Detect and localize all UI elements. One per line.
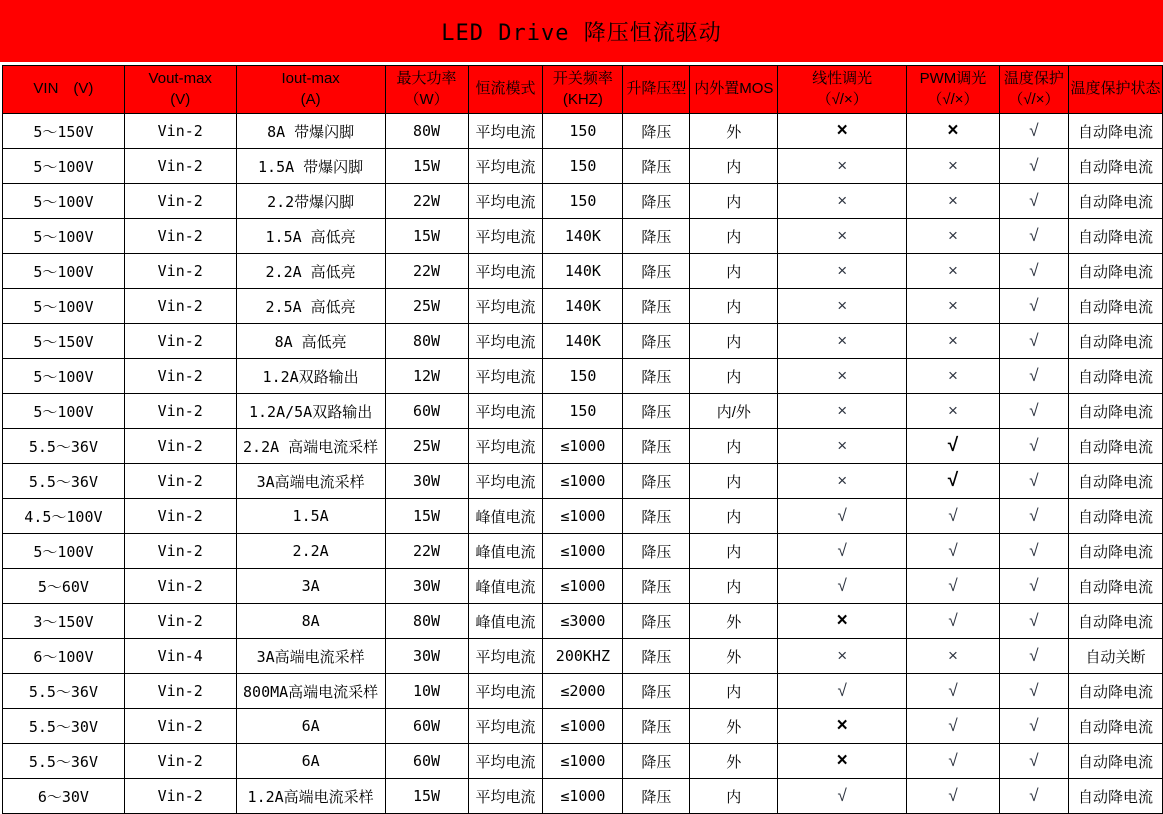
table-cell: 峰值电流 bbox=[468, 534, 543, 569]
table-cell: √ bbox=[999, 429, 1068, 464]
table-cell: ≤1000 bbox=[543, 709, 623, 744]
table-cell: Vin-2 bbox=[124, 674, 236, 709]
table-cell: 1.2A双路输出 bbox=[236, 359, 385, 394]
table-cell: √ bbox=[999, 114, 1068, 149]
table-cell: 15W bbox=[385, 779, 468, 814]
table-cell: Vin-2 bbox=[124, 289, 236, 324]
column-header-line: (A) bbox=[300, 90, 321, 108]
table-cell: 2.2A 高低亮 bbox=[236, 254, 385, 289]
table-cell: 自动降电流 bbox=[1068, 149, 1162, 184]
table-cell: √ bbox=[999, 639, 1068, 674]
table-cell: 5～100V bbox=[3, 394, 125, 429]
column-header-9 bbox=[907, 66, 1000, 114]
column-header-line: (KHZ) bbox=[562, 90, 603, 108]
table-cell: 60W bbox=[385, 394, 468, 429]
table-cell: × bbox=[778, 709, 907, 744]
table-cell: 自动降电流 bbox=[1068, 674, 1162, 709]
table-cell: × bbox=[778, 219, 907, 254]
table-header bbox=[3, 66, 1163, 114]
table-cell: 800MA高端电流采样 bbox=[236, 674, 385, 709]
table-cell: ≤1000 bbox=[543, 499, 623, 534]
table-cell: 自动降电流 bbox=[1068, 499, 1162, 534]
table-cell: 平均电流 bbox=[468, 779, 543, 814]
column-header-line: （√/×） bbox=[816, 90, 868, 108]
table-cell: 降压 bbox=[623, 569, 690, 604]
table-cell: × bbox=[907, 219, 1000, 254]
table-cell: 自动降电流 bbox=[1068, 534, 1162, 569]
table-cell: √ bbox=[907, 534, 1000, 569]
table-cell: 30W bbox=[385, 569, 468, 604]
column-header-line: 升降压型 bbox=[626, 80, 687, 98]
table-row bbox=[3, 114, 1163, 149]
table-cell: 3A高端电流采样 bbox=[236, 639, 385, 674]
table-cell: Vin-2 bbox=[124, 429, 236, 464]
table-row bbox=[3, 499, 1163, 534]
table-cell: 自动降电流 bbox=[1068, 709, 1162, 744]
table-cell: 内 bbox=[690, 779, 778, 814]
table-cell: 降压 bbox=[623, 464, 690, 499]
table-cell: 降压 bbox=[623, 639, 690, 674]
table-cell: 2.2A 高端电流采样 bbox=[236, 429, 385, 464]
table-cell: √ bbox=[999, 464, 1068, 499]
table-cell: 22W bbox=[385, 534, 468, 569]
table-cell: √ bbox=[907, 674, 1000, 709]
column-header-line: Iout-max bbox=[281, 70, 340, 88]
table-cell: √ bbox=[778, 569, 907, 604]
table-cell: 平均电流 bbox=[468, 289, 543, 324]
table-cell: 自动降电流 bbox=[1068, 184, 1162, 219]
table-cell: 15W bbox=[385, 219, 468, 254]
table-cell: 1.5A 高低亮 bbox=[236, 219, 385, 254]
table-cell: 内 bbox=[690, 429, 778, 464]
table-cell: 自动降电流 bbox=[1068, 289, 1162, 324]
table-cell: √ bbox=[907, 429, 1000, 464]
column-header-8 bbox=[778, 66, 907, 114]
table-cell: ≤1000 bbox=[543, 429, 623, 464]
column-header-line: 开关频率 bbox=[552, 70, 613, 88]
table-cell: 峰值电流 bbox=[468, 569, 543, 604]
table-cell: 平均电流 bbox=[468, 359, 543, 394]
table-cell: 平均电流 bbox=[468, 219, 543, 254]
table-cell: 降压 bbox=[623, 219, 690, 254]
table-cell: 5～100V bbox=[3, 254, 125, 289]
table-cell: 内/外 bbox=[690, 394, 778, 429]
page-title-band bbox=[0, 0, 1163, 62]
table-cell: 5.5～36V bbox=[3, 674, 125, 709]
table-cell: 自动降电流 bbox=[1068, 464, 1162, 499]
table-cell: 降压 bbox=[623, 674, 690, 709]
table-cell: 峰值电流 bbox=[468, 499, 543, 534]
table-cell: × bbox=[907, 254, 1000, 289]
table-cell: 2.2带爆闪脚 bbox=[236, 184, 385, 219]
table-cell: 内 bbox=[690, 219, 778, 254]
column-header-5 bbox=[543, 66, 623, 114]
table-cell: 平均电流 bbox=[468, 184, 543, 219]
table-row bbox=[3, 149, 1163, 184]
table-cell: 60W bbox=[385, 744, 468, 779]
table-cell: 1.2A高端电流采样 bbox=[236, 779, 385, 814]
table-cell: 平均电流 bbox=[468, 674, 543, 709]
table-cell: × bbox=[778, 604, 907, 639]
table-cell: × bbox=[778, 149, 907, 184]
table-cell: × bbox=[778, 324, 907, 359]
table-cell: 3A bbox=[236, 569, 385, 604]
table-cell: 平均电流 bbox=[468, 254, 543, 289]
table-cell: 外 bbox=[690, 604, 778, 639]
column-header-7 bbox=[690, 66, 778, 114]
table-cell: 80W bbox=[385, 114, 468, 149]
table-cell: 内 bbox=[690, 324, 778, 359]
table-cell: 平均电流 bbox=[468, 464, 543, 499]
table-cell: 平均电流 bbox=[468, 324, 543, 359]
table-cell: √ bbox=[778, 674, 907, 709]
table-row bbox=[3, 394, 1163, 429]
column-header-line: （W） bbox=[404, 90, 449, 108]
table-cell: √ bbox=[999, 394, 1068, 429]
table-cell: 自动降电流 bbox=[1068, 114, 1162, 149]
column-header-line: (V) bbox=[170, 90, 191, 108]
table-cell: × bbox=[907, 184, 1000, 219]
table-cell: 6～100V bbox=[3, 639, 125, 674]
table-cell: Vin-2 bbox=[124, 394, 236, 429]
table-row bbox=[3, 569, 1163, 604]
column-header-line: PWM调光 bbox=[919, 70, 987, 88]
table-cell: 降压 bbox=[623, 709, 690, 744]
table-cell: 自动降电流 bbox=[1068, 569, 1162, 604]
column-header-line: 温度保护 bbox=[1003, 70, 1064, 88]
table-cell: √ bbox=[999, 184, 1068, 219]
table-cell: 自动降电流 bbox=[1068, 359, 1162, 394]
table-cell: × bbox=[907, 394, 1000, 429]
table-cell: 10W bbox=[385, 674, 468, 709]
table-cell: Vin-2 bbox=[124, 184, 236, 219]
table-cell: 降压 bbox=[623, 359, 690, 394]
table-cell: Vin-2 bbox=[124, 219, 236, 254]
table-row bbox=[3, 219, 1163, 254]
table-cell: 150 bbox=[543, 184, 623, 219]
table-cell: × bbox=[778, 114, 907, 149]
table-cell: √ bbox=[999, 254, 1068, 289]
column-header-line: （√/×） bbox=[1008, 90, 1060, 108]
table-row bbox=[3, 779, 1163, 814]
table-cell: 平均电流 bbox=[468, 744, 543, 779]
table-cell: 外 bbox=[690, 114, 778, 149]
table-cell: 6A bbox=[236, 709, 385, 744]
table-cell: Vin-2 bbox=[124, 604, 236, 639]
table-cell: 60W bbox=[385, 709, 468, 744]
table-cell: 自动降电流 bbox=[1068, 219, 1162, 254]
table-cell: Vin-4 bbox=[124, 639, 236, 674]
table-cell: 5.5～36V bbox=[3, 429, 125, 464]
table-body bbox=[3, 114, 1163, 814]
table-cell: × bbox=[907, 149, 1000, 184]
table-cell: 15W bbox=[385, 499, 468, 534]
table-cell: √ bbox=[907, 604, 1000, 639]
header-row bbox=[3, 66, 1163, 114]
table-cell: 140K bbox=[543, 324, 623, 359]
table-cell: × bbox=[778, 289, 907, 324]
column-header-line: 恒流模式 bbox=[475, 80, 536, 98]
table-cell: √ bbox=[999, 149, 1068, 184]
table-cell: Vin-2 bbox=[124, 254, 236, 289]
table-cell: 外 bbox=[690, 744, 778, 779]
table-cell: Vin-2 bbox=[124, 499, 236, 534]
table-cell: 降压 bbox=[623, 394, 690, 429]
table-cell: 5～100V bbox=[3, 534, 125, 569]
table-cell: 自动降电流 bbox=[1068, 254, 1162, 289]
table-cell: √ bbox=[999, 359, 1068, 394]
table-cell: 平均电流 bbox=[468, 394, 543, 429]
table-cell: 8A bbox=[236, 604, 385, 639]
table-cell: ≤1000 bbox=[543, 779, 623, 814]
table-cell: 5～100V bbox=[3, 149, 125, 184]
table-cell: 25W bbox=[385, 429, 468, 464]
table-cell: Vin-2 bbox=[124, 534, 236, 569]
table-cell: 自动降电流 bbox=[1068, 779, 1162, 814]
table-cell: √ bbox=[999, 674, 1068, 709]
column-header-2 bbox=[236, 66, 385, 114]
table-row bbox=[3, 464, 1163, 499]
table-cell: 外 bbox=[690, 639, 778, 674]
table-cell: Vin-2 bbox=[124, 709, 236, 744]
column-header-line: Vout-max bbox=[148, 70, 212, 88]
table-cell: 外 bbox=[690, 709, 778, 744]
table-cell: √ bbox=[999, 709, 1068, 744]
table-cell: 8A 高低亮 bbox=[236, 324, 385, 359]
table-cell: 5.5～36V bbox=[3, 464, 125, 499]
table-cell: 内 bbox=[690, 569, 778, 604]
table-cell: 5.5～30V bbox=[3, 709, 125, 744]
table-cell: √ bbox=[778, 499, 907, 534]
table-cell: 1.2A/5A双路输出 bbox=[236, 394, 385, 429]
table-cell: 内 bbox=[690, 359, 778, 394]
table-cell: 内 bbox=[690, 674, 778, 709]
column-header-10 bbox=[999, 66, 1068, 114]
table-cell: 22W bbox=[385, 254, 468, 289]
table-cell: 140K bbox=[543, 219, 623, 254]
table-cell: Vin-2 bbox=[124, 464, 236, 499]
table-cell: ≤1000 bbox=[543, 534, 623, 569]
table-row bbox=[3, 359, 1163, 394]
table-cell: × bbox=[907, 114, 1000, 149]
table-cell: √ bbox=[999, 219, 1068, 254]
table-cell: 降压 bbox=[623, 499, 690, 534]
table-cell: √ bbox=[907, 569, 1000, 604]
table-row bbox=[3, 254, 1163, 289]
table-cell: 自动降电流 bbox=[1068, 429, 1162, 464]
table-cell: Vin-2 bbox=[124, 324, 236, 359]
table-cell: 5～100V bbox=[3, 184, 125, 219]
table-cell: 自动降电流 bbox=[1068, 324, 1162, 359]
table-cell: 15W bbox=[385, 149, 468, 184]
table-row bbox=[3, 324, 1163, 359]
column-header-4 bbox=[468, 66, 543, 114]
table-cell: √ bbox=[778, 779, 907, 814]
table-cell: √ bbox=[907, 464, 1000, 499]
table-cell: 内 bbox=[690, 534, 778, 569]
table-cell: 150 bbox=[543, 394, 623, 429]
table-cell: 自动关断 bbox=[1068, 639, 1162, 674]
table-cell: 平均电流 bbox=[468, 709, 543, 744]
table-cell: 平均电流 bbox=[468, 149, 543, 184]
table-cell: √ bbox=[999, 779, 1068, 814]
table-cell: 140K bbox=[543, 289, 623, 324]
table-cell: 降压 bbox=[623, 429, 690, 464]
column-header-0 bbox=[3, 66, 125, 114]
table-row bbox=[3, 534, 1163, 569]
table-cell: 8A 带爆闪脚 bbox=[236, 114, 385, 149]
table-cell: 平均电流 bbox=[468, 114, 543, 149]
table-cell: 30W bbox=[385, 464, 468, 499]
table-cell: × bbox=[778, 639, 907, 674]
table-cell: √ bbox=[907, 709, 1000, 744]
table-row bbox=[3, 184, 1163, 219]
table-cell: 5.5～36V bbox=[3, 744, 125, 779]
table-cell: √ bbox=[999, 499, 1068, 534]
table-row bbox=[3, 709, 1163, 744]
table-cell: 12W bbox=[385, 359, 468, 394]
table-cell: 6～30V bbox=[3, 779, 125, 814]
table-cell: √ bbox=[999, 534, 1068, 569]
table-cell: 降压 bbox=[623, 744, 690, 779]
table-cell: 2.2A bbox=[236, 534, 385, 569]
table-cell: √ bbox=[999, 744, 1068, 779]
table-cell: 峰值电流 bbox=[468, 604, 543, 639]
table-cell: 平均电流 bbox=[468, 429, 543, 464]
table-cell: 6A bbox=[236, 744, 385, 779]
column-header-line: 温度保护状态 bbox=[1070, 80, 1161, 98]
table-cell: ≤3000 bbox=[543, 604, 623, 639]
table-cell: 150 bbox=[543, 149, 623, 184]
table-cell: 1.5A bbox=[236, 499, 385, 534]
table-cell: 3A高端电流采样 bbox=[236, 464, 385, 499]
table-cell: 30W bbox=[385, 639, 468, 674]
table-cell: 降压 bbox=[623, 254, 690, 289]
table-cell: 140K bbox=[543, 254, 623, 289]
table-cell: 3～150V bbox=[3, 604, 125, 639]
column-header-line: 内外置MOS bbox=[694, 80, 774, 98]
table-row bbox=[3, 744, 1163, 779]
table-cell: 内 bbox=[690, 149, 778, 184]
table-cell: 降压 bbox=[623, 184, 690, 219]
table-cell: √ bbox=[778, 534, 907, 569]
table-cell: √ bbox=[999, 604, 1068, 639]
table-cell: 内 bbox=[690, 184, 778, 219]
table-cell: 4.5～100V bbox=[3, 499, 125, 534]
table-row bbox=[3, 604, 1163, 639]
column-header-line: 最大功率 bbox=[396, 70, 457, 88]
table-cell: Vin-2 bbox=[124, 744, 236, 779]
table-cell: × bbox=[778, 254, 907, 289]
table-cell: ≤1000 bbox=[543, 464, 623, 499]
table-cell: × bbox=[907, 359, 1000, 394]
table-cell: × bbox=[778, 394, 907, 429]
table-row bbox=[3, 429, 1163, 464]
table-cell: × bbox=[778, 464, 907, 499]
table-cell: 内 bbox=[690, 289, 778, 324]
column-header-1 bbox=[124, 66, 236, 114]
table-row bbox=[3, 674, 1163, 709]
table-cell: 自动降电流 bbox=[1068, 394, 1162, 429]
table-cell: 内 bbox=[690, 499, 778, 534]
column-header-line: 线性调光 bbox=[812, 70, 873, 88]
table-cell: × bbox=[907, 289, 1000, 324]
table-cell: 150 bbox=[543, 114, 623, 149]
table-cell: 200KHZ bbox=[543, 639, 623, 674]
table-cell: × bbox=[778, 184, 907, 219]
table-cell: √ bbox=[907, 744, 1000, 779]
table-cell: 2.5A 高低亮 bbox=[236, 289, 385, 324]
table-cell: 5～100V bbox=[3, 289, 125, 324]
table-cell: × bbox=[907, 324, 1000, 359]
column-header-11 bbox=[1068, 66, 1162, 114]
table-cell: 1.5A 带爆闪脚 bbox=[236, 149, 385, 184]
table-cell: 降压 bbox=[623, 534, 690, 569]
table-cell: × bbox=[778, 744, 907, 779]
column-header-line: （√/×） bbox=[927, 90, 979, 108]
table-cell: 5～150V bbox=[3, 324, 125, 359]
table-cell: 内 bbox=[690, 254, 778, 289]
column-header-3 bbox=[385, 66, 468, 114]
table-cell: 降压 bbox=[623, 114, 690, 149]
table-cell: × bbox=[778, 429, 907, 464]
table-row bbox=[3, 639, 1163, 674]
table-cell: 内 bbox=[690, 464, 778, 499]
table-cell: 5～100V bbox=[3, 359, 125, 394]
table-cell: √ bbox=[999, 324, 1068, 359]
table-cell: ≤1000 bbox=[543, 569, 623, 604]
table-cell: 5～150V bbox=[3, 114, 125, 149]
table-cell: 25W bbox=[385, 289, 468, 324]
table-cell: × bbox=[907, 639, 1000, 674]
column-header-6 bbox=[623, 66, 690, 114]
led-driver-spec-table bbox=[2, 65, 1163, 814]
page-title: LED Drive 降压恒流驱动 bbox=[441, 20, 722, 46]
table-cell: Vin-2 bbox=[124, 779, 236, 814]
table-cell: 150 bbox=[543, 359, 623, 394]
table-cell: Vin-2 bbox=[124, 114, 236, 149]
table-row bbox=[3, 289, 1163, 324]
table-cell: Vin-2 bbox=[124, 569, 236, 604]
table-cell: 自动降电流 bbox=[1068, 744, 1162, 779]
table-cell: √ bbox=[907, 779, 1000, 814]
table-cell: 80W bbox=[385, 324, 468, 359]
table-cell: 降压 bbox=[623, 779, 690, 814]
table-cell: 降压 bbox=[623, 324, 690, 359]
table-cell: 降压 bbox=[623, 289, 690, 324]
table-cell: ≤2000 bbox=[543, 674, 623, 709]
table-cell: 80W bbox=[385, 604, 468, 639]
table-cell: 5～60V bbox=[3, 569, 125, 604]
table-cell: ≤1000 bbox=[543, 744, 623, 779]
table-cell: 平均电流 bbox=[468, 639, 543, 674]
table-cell: √ bbox=[999, 289, 1068, 324]
table-cell: 5～100V bbox=[3, 219, 125, 254]
table-cell: 22W bbox=[385, 184, 468, 219]
column-header-line: VIN (V) bbox=[33, 80, 94, 98]
table-cell: 自动降电流 bbox=[1068, 604, 1162, 639]
table-cell: 降压 bbox=[623, 604, 690, 639]
table-cell: Vin-2 bbox=[124, 149, 236, 184]
table-cell: 降压 bbox=[623, 149, 690, 184]
table-cell: √ bbox=[907, 499, 1000, 534]
table-cell: Vin-2 bbox=[124, 359, 236, 394]
table-cell: × bbox=[778, 359, 907, 394]
table-cell: √ bbox=[999, 569, 1068, 604]
